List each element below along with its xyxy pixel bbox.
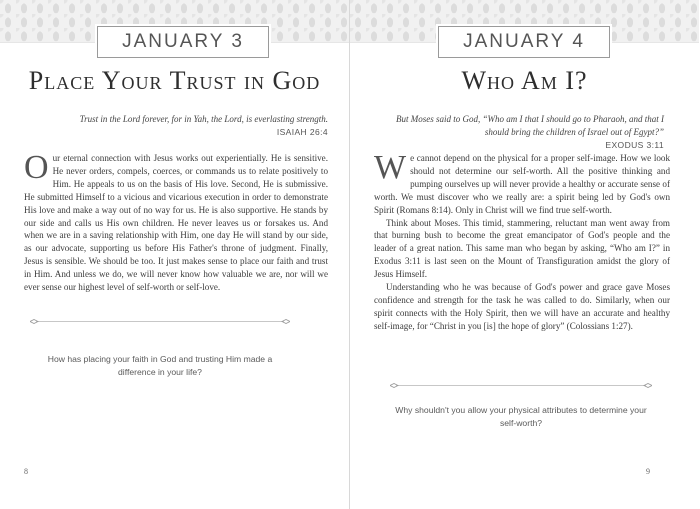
ornamental-divider [390,382,652,389]
left-page [0,0,349,509]
drop-cap: W [374,149,407,186]
devotional-body [374,149,670,333]
verse-text: Trust in the Lord forever, for in Yah, the Lord, is everlasting strength. [79,114,328,124]
date-heading: JANUARY 4 [438,26,610,58]
body-paragraph: e cannot depend on the physical for a proper self-image. How we look should not determine our self-worth. All the positive thinking and pumping ourselves up will never provide a healthy or accurate sense of worth. We must discover who we really are: a spirit being led by God's own Spirit (Romans 8:14). Only in Christ will we find true self-worth. [374,153,670,215]
ornamental-divider [30,318,290,325]
drop-cap: O [24,149,49,186]
scripture-verse [24,113,328,139]
right-page [350,0,699,509]
scripture-verse [376,113,664,152]
verse-text: But Moses said to God, “Who am I that I should go to Pharaoh, and that I should bring the children of Israel out of Egypt?” [396,114,664,137]
page-title: Place Your Trust in God [28,66,321,95]
page-title: Who Am I? [461,66,588,95]
reflection-question: How has placing your faith in God and trusting Him made a difference in your life? [47,354,273,377]
body-paragraph: ur eternal connection with Jesus works out experientially. He is sensitive. He never orders, compels, coerces, or commands us to relate positively to Him. He appeals to us on the basis of His love. Second, He is submissive. He submitted Himself to a vicious and vicarious execution in order to demonstrate His love and make a way out of no way for us. He is also supportive. He stands by our side and calls us His own children. He never leaves us or forsakes us. And when we are in a saving relationship with Him, one day He will stand by our side, as our advocate, supporting us before His Father's throne of judgment. Finally, Jesus is sensible. We should be too. It just makes sense to place our faith and trust in Him. And unless we do, we will never know how valuable we are, nor will we ever sense our highest level of self-worth or self-love. [24,153,328,293]
verse-reference: EXODUS 3:11 [605,140,664,150]
divider-line-icon [30,318,290,325]
verse-reference: ISAIAH 26:4 [276,127,328,137]
body-paragraph: Think about Moses. This timid, stammering, reluctant man went away from that burning bush to become the great emancipator of God's people and the leader of a great nation. This same man who began by asking, “Who am I?” in Exodus 3:11 is last seen on the Mount of Transfiguration amidst the glory of Jesus Himself. [374,217,670,280]
page-number: 8 [24,467,28,476]
date-heading: JANUARY 3 [97,26,269,58]
divider-line-icon [390,382,652,389]
reflection-question: Why shouldn't you allow your physical attributes to determine your self-worth? [395,405,647,428]
devotional-body [24,149,328,294]
body-paragraph: Understanding who he was because of God's power and grace gave Moses confidence and strength for the task he was called to do. Similarly, when our spirit connects with the Holy Spirit, then we will have an accurate and healthy self-image, for “Christ in you [is] the hope of glory” (Colossians 1:27). [374,282,670,331]
page-number: 9 [646,467,650,476]
